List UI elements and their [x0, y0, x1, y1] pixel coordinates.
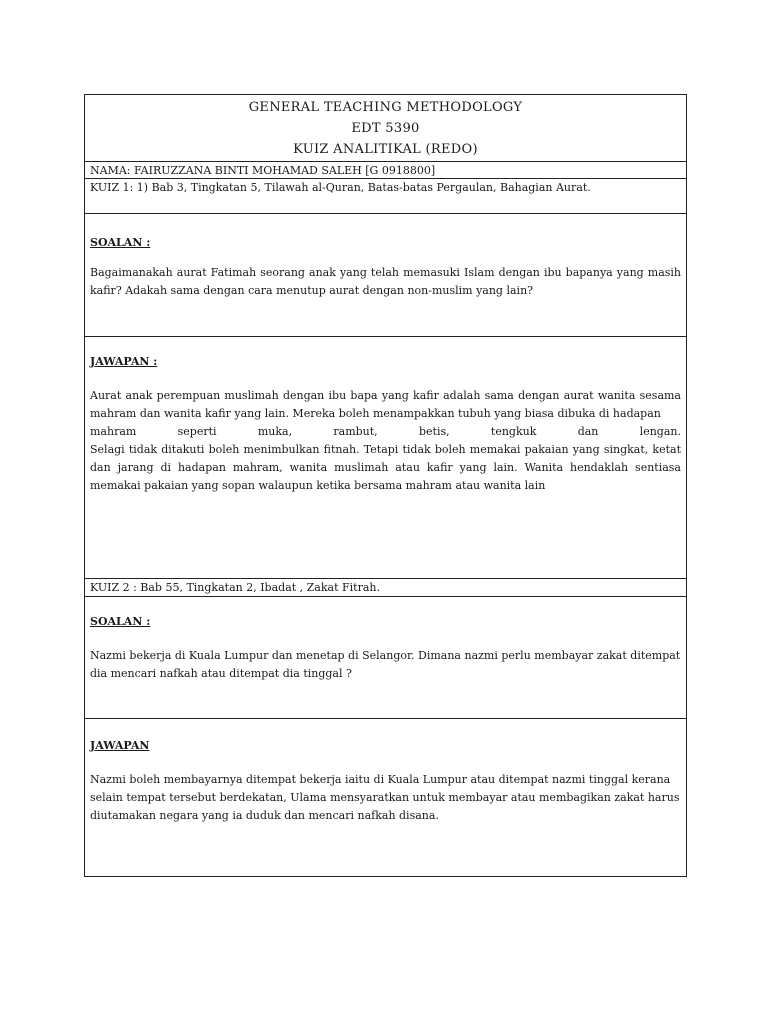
kuiz1-title: KUIZ 1: 1) Bab 3, Tingkatan 5, Tilawah al-Quran, Batas-batas Pergaulan, Bahagian Aurat. — [85, 178, 686, 213]
kuiz2-soalan-section — [85, 596, 686, 718]
kuiz2-soalan-label: SOALAN : — [90, 615, 151, 628]
kuiz1-jawapan-justified-line — [90, 423, 681, 441]
word: rambut, — [333, 425, 378, 438]
word: dan — [577, 425, 599, 438]
quiz-document — [84, 94, 687, 877]
word: lengan. — [639, 425, 681, 438]
kuiz2-soalan-text: Nazmi bekerja di Kuala Lumpur dan menetap di Selangor. Dimana nazmi perlu membayar zakat ditempat dia mencari nafkah atau ditempat dia tinggal ? — [90, 649, 681, 680]
course-code: EDT 5390 — [351, 121, 420, 136]
kuiz1-soalan-section — [85, 213, 686, 336]
kuiz1-jawapan-label: JAWAPAN : — [90, 355, 158, 368]
kuiz2-title: KUIZ 2 : Bab 55, Tingkatan 2, Ibadat , Zakat Fitrah. — [85, 578, 686, 596]
word: seperti — [177, 425, 217, 438]
kuiz2-jawapan-text: Nazmi boleh membayarnya ditempat bekerja iaitu di Kuala Lumpur atau ditempat nazmi tinggal kerana selain tempat tersebut berdekatan, Ulama mensyaratkan untuk membayar atau membagikan zakat harus diutamakan negara yang ia duduk dan mencari nafkah disana. — [90, 773, 680, 822]
word: betis, — [418, 425, 450, 438]
document-header — [85, 95, 686, 161]
quiz-title: KUIZ ANALITIKAL (REDO) — [293, 142, 478, 157]
kuiz1-jawapan-p2: Selagi tidak ditakuti boleh menimbulkan fitnah. Tetapi tidak boleh memakai pakaian yang singkat, ketat dan jarang di hadapan mahram, wanita muslimah atau kafir yang lain. Wanita hendaklah sentiasa memakai pakaian yang sopan walaupun ketika bersama mahram atau wanita lain — [90, 443, 681, 492]
word: muka, — [257, 425, 293, 438]
word: tengkuk — [490, 425, 537, 438]
student-name: NAMA: FAIRUZZANA BINTI MOHAMAD SALEH [G 0918800] — [85, 161, 686, 178]
kuiz1-soalan-text: Bagaimanakah aurat Fatimah seorang anak yang telah memasuki Islam dengan ibu bapanya yang masih kafir? Adakah sama dengan cara menutup aurat dengan non-muslim yang lain? — [90, 266, 681, 297]
course-title: GENERAL TEACHING METHODOLOGY — [248, 100, 523, 115]
word: mahram — [90, 425, 137, 438]
kuiz2-jawapan-label: JAWAPAN — [90, 739, 150, 752]
kuiz1-jawapan-p1: Aurat anak perempuan muslimah dengan ibu bapa yang kafir adalah sama dengan aurat wanita sesama mahram dan wanita kafir yang lain. Mereka boleh menampakkan tubuh yang biasa dibuka di hadapan — [90, 389, 681, 420]
kuiz2-jawapan-section — [85, 718, 686, 876]
kuiz1-jawapan-text — [90, 387, 681, 495]
kuiz1-soalan-label: SOALAN : — [90, 236, 151, 249]
kuiz1-jawapan-section — [85, 336, 686, 578]
